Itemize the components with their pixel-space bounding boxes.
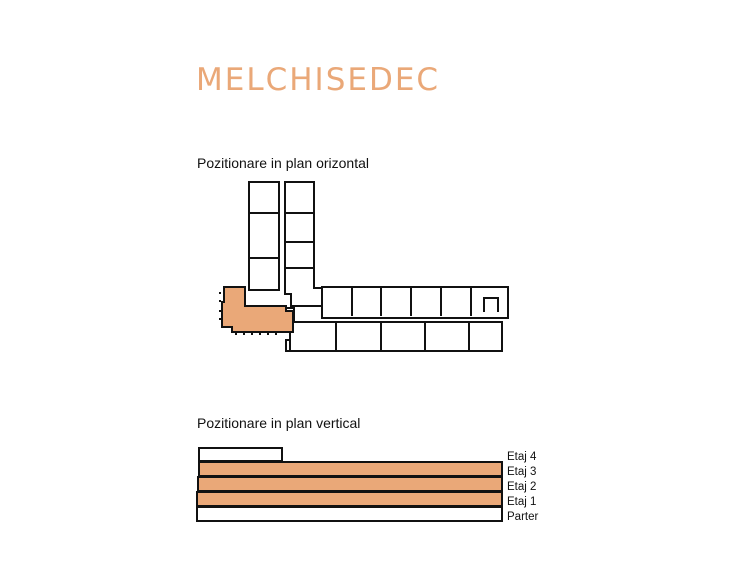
page-title: MELCHISEDEC [196,62,441,98]
floor-bar-parter [197,507,502,521]
floor-bar-etaj-2 [198,477,502,491]
floor-bar-etaj-4 [199,448,282,461]
floor-bar-etaj-3 [199,462,502,476]
vertical-section [197,448,502,521]
left-wing-outline [249,182,279,290]
vertical-plan-label: Pozitionare in plan vertical [197,415,361,431]
highlighted-apartment [222,287,293,332]
horizontal-plan-label: Pozitionare in plan orizontal [197,155,369,171]
floor-label-etaj-3: Etaj 3 [507,466,537,478]
lower-row-outline [290,322,502,351]
floor-label-etaj-4: Etaj 4 [507,451,537,463]
floor-label-etaj-1: Etaj 1 [507,496,537,508]
floor-label-etaj-2: Etaj 2 [507,481,537,493]
floor-bar-etaj-1 [197,492,502,506]
floor-label-parter: Parter [507,511,539,523]
upper-row-outline [322,287,508,318]
stair-notch [484,298,498,312]
right-wing-outline [285,182,322,306]
